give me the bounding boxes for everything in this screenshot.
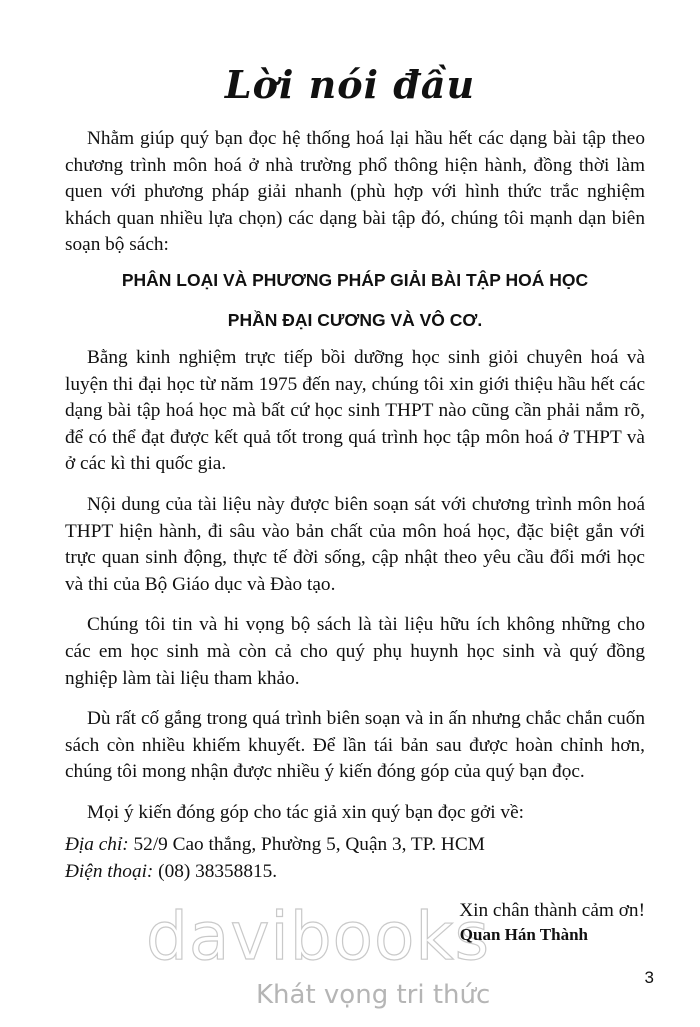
preface-body — [65, 126, 645, 924]
paragraph-contact-intro — [65, 800, 645, 827]
paragraph-intro-text: Nhằm giúp quý bạn đọc hệ thống hoá lại hầu hết các dạng bài tập theo chương trình môn hoá ở nhà trường phổ thông hiện hành, đồng thời làm quen với phương pháp giải nhanh (phù hợp với hình thức trắc nghiệm khách quan nhiều lựa chọn) các dạng bài tập đó, chúng tôi mạnh dạn biên soạn bộ sách: — [65, 128, 645, 256]
paragraph-hope-text: Chúng tôi tin và hi vọng bộ sách là tài liệu hữu ích không những cho các em học sinh mà còn cả cho quý phụ huynh học sinh và quý đồng nghiệp làm tài liệu tham khảo. — [65, 614, 645, 689]
watermark-tagline: Khát vọng tri thức — [256, 980, 491, 1010]
page-title: Lời nói đầu — [224, 62, 476, 107]
paragraph-experience — [65, 345, 645, 478]
address-value: 52/9 Cao thắng, Phường 5, Quận 3, TP. HCM — [128, 834, 485, 856]
paragraph-experience-text: Bằng kinh nghiệm trực tiếp bồi dưỡng học sinh giỏi chuyên hoá và luyện thi đại học từ năm 1975 đến nay, chúng tôi xin giới thiệu hầu hết các dạng bài tập hoá học mà bất cứ học sinh THPT nào cũng cần phải nắm rõ, để có thể đạt được kết quả tốt trong quá trình học tập môn hoá ở THPT và ở các kì thi quốc gia. — [65, 346, 645, 475]
phone-label: Điện thoại: — [65, 861, 154, 883]
closing-thanks: Xin chân thành cảm ơn! — [459, 899, 645, 921]
paragraph-hope — [65, 612, 645, 692]
paragraph-feedback-text: Dù rất cố gắng trong quá trình biên soạn và in ấn nhưng chắc chắn cuốn sách còn nhiều khiếm khuyết. Để lần tái bản sau được hoàn chỉnh hơn, chúng tôi mong nhận được nhiều ý kiến đóng góp của quý bạn đọc. — [65, 708, 645, 783]
phone-line — [65, 859, 645, 886]
paragraph-content-text: Nội dung của tài liệu này được biên soạn sát với chương trình môn hoá THPT hiện hành, đi sâu vào bản chất của môn hoá học, đặc biệt gắn với trực quan sinh động, thực tế đời sống, cập nhật theo yêu cầu đổi mới học và thi của Bộ Giáo dục và Đào tạo. — [65, 493, 645, 595]
paragraph-content — [65, 492, 645, 598]
author-signature: Quan Hán Thành — [459, 925, 588, 944]
paragraph-intro — [65, 126, 645, 259]
page-number: 3 — [644, 968, 654, 987]
book-title-line-1: PHÂN LOẠI VÀ PHƯƠNG PHÁP GIẢI BÀI TẬP HOÁ HỌC — [121, 269, 589, 290]
paragraph-feedback — [65, 706, 645, 786]
phone-value: (08) 38358815. — [153, 861, 278, 883]
address-label: Địa chỉ: — [65, 834, 129, 856]
watermark-brand: davibooks — [146, 898, 490, 975]
paragraph-contact-intro-text: Mọi ý kiến đóng góp cho tác giả xin quý bạn đọc gởi về: — [87, 801, 524, 823]
address-line — [65, 832, 645, 859]
book-title-line-2: PHẦN ĐẠI CƯƠNG VÀ VÔ CƠ. — [227, 309, 483, 330]
